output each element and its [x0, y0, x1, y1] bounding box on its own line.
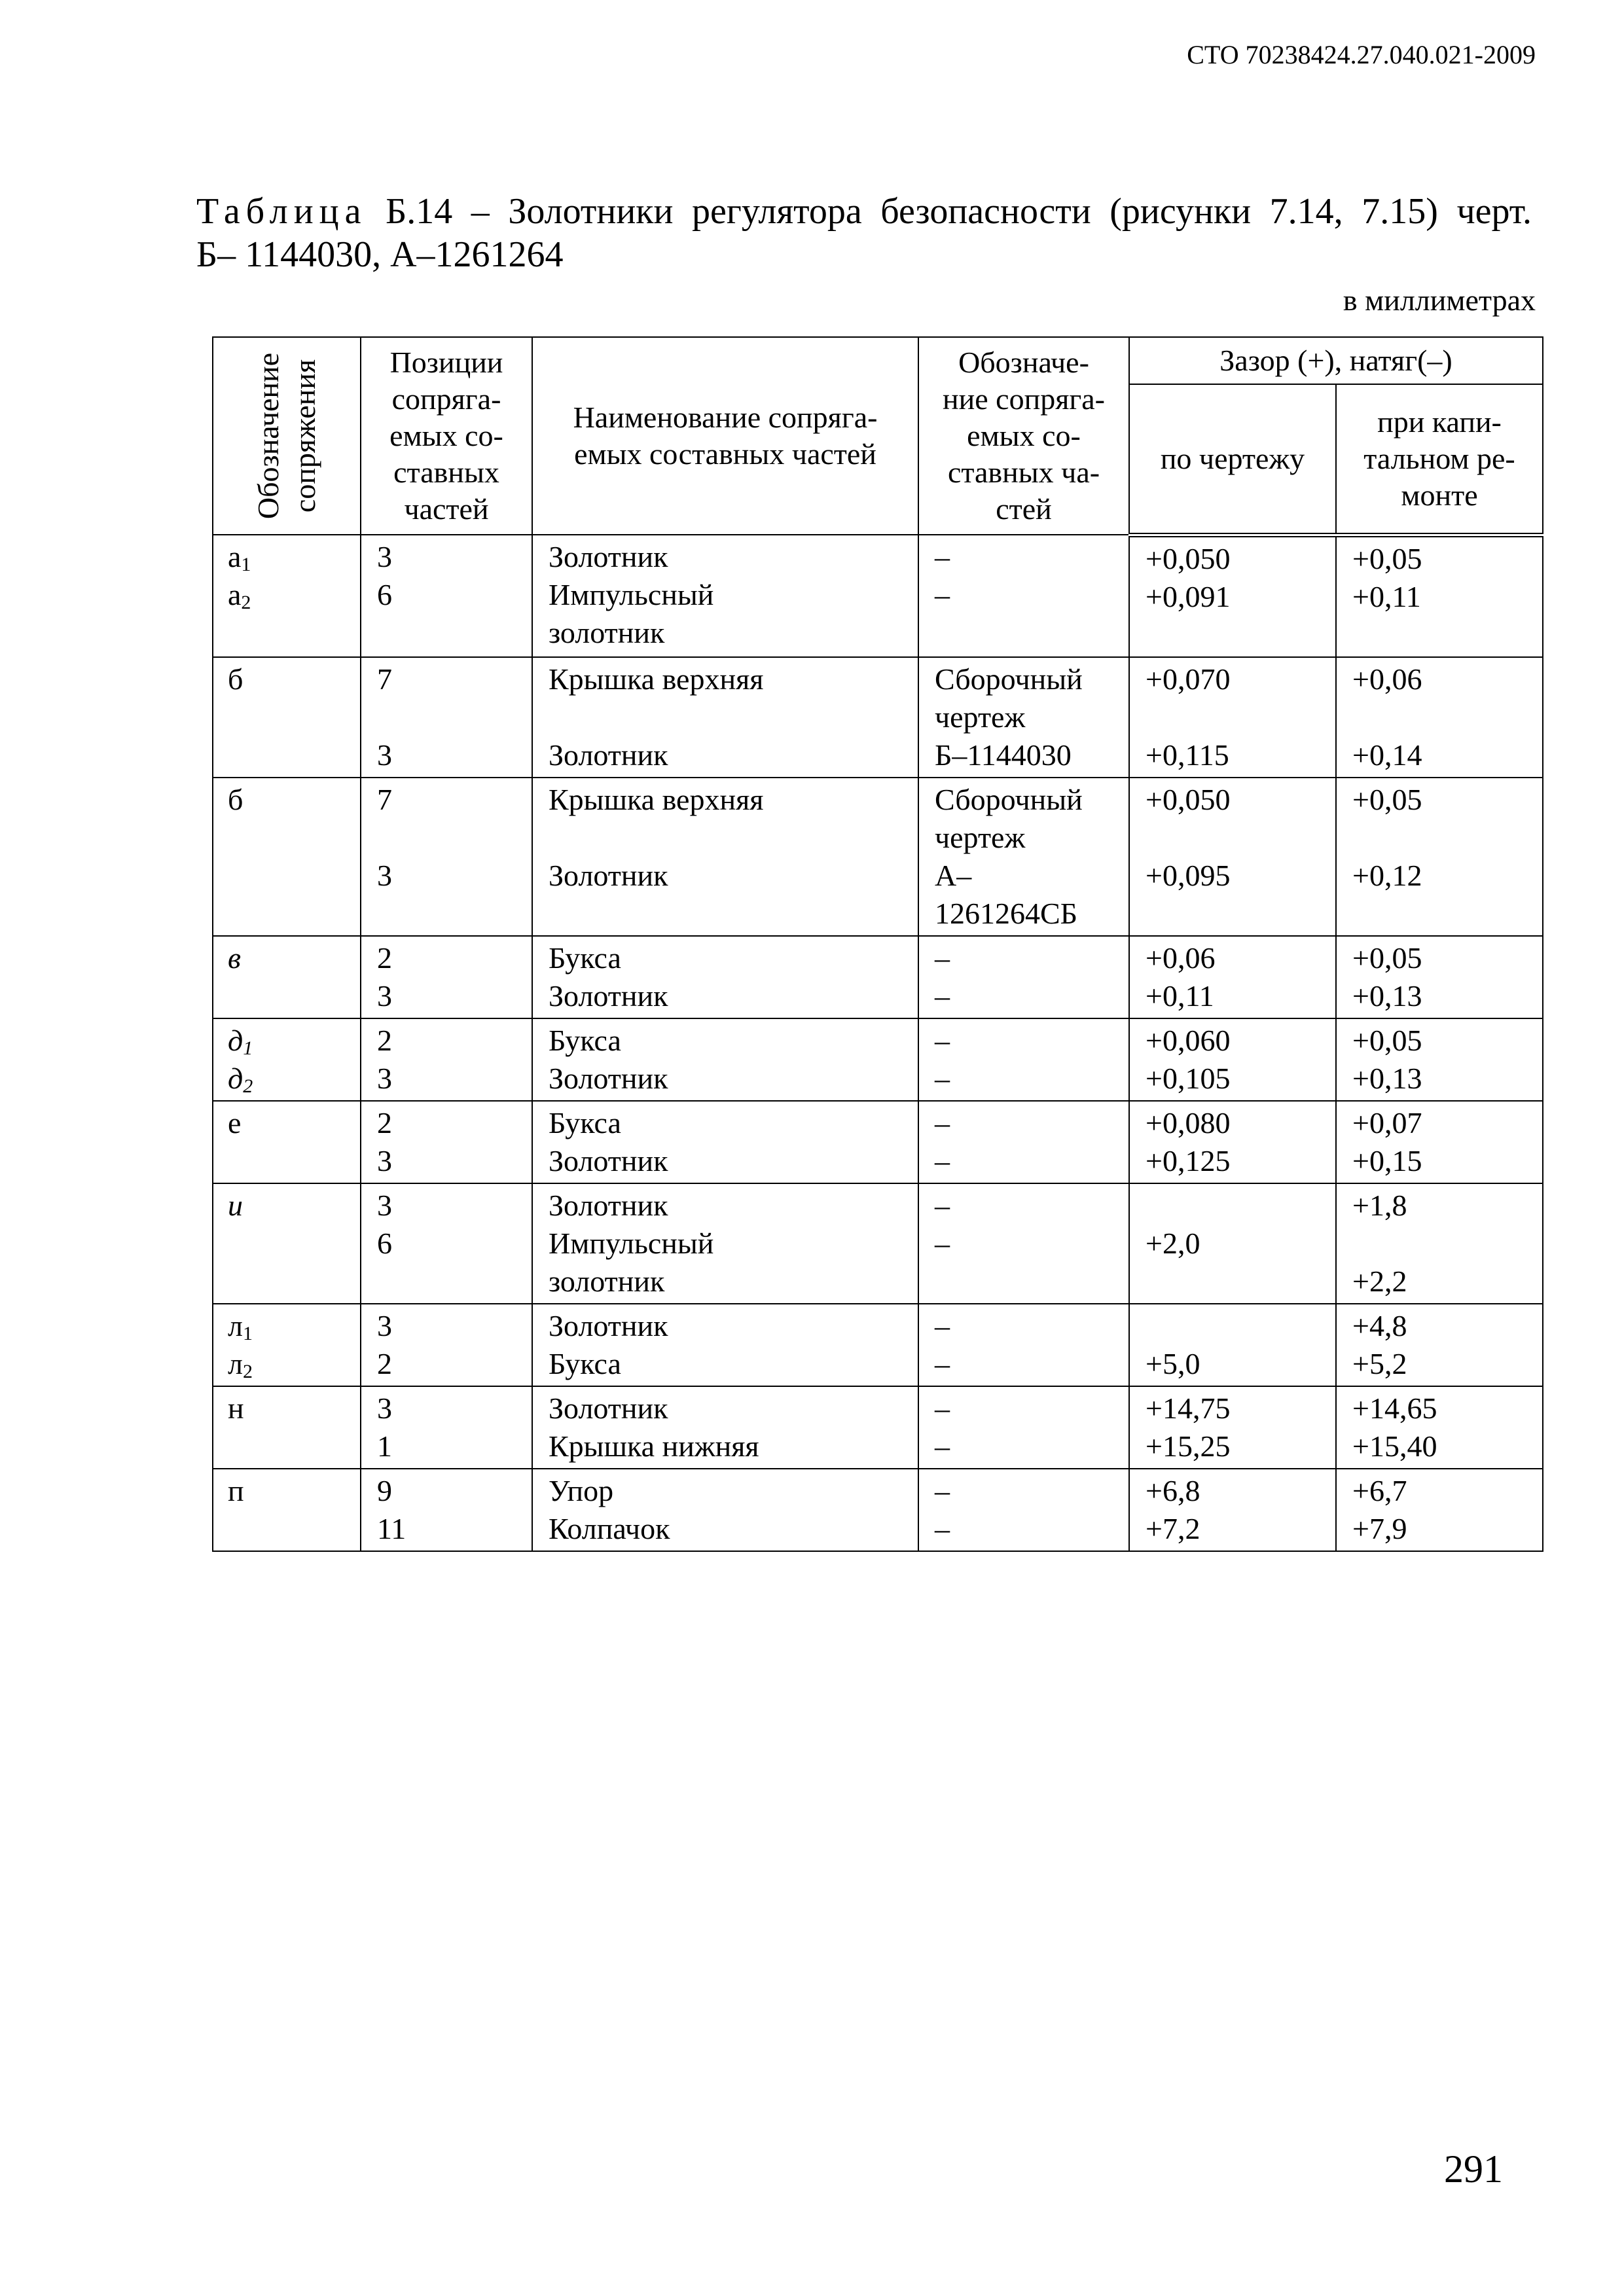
- part-name-cell: [532, 1183, 918, 1304]
- table-caption: [196, 190, 1532, 233]
- cell-line: [935, 614, 1128, 652]
- clearance-at-overhaul-cell: [1336, 535, 1543, 657]
- table-row: [213, 1018, 1543, 1101]
- cell-line: 3: [377, 1061, 392, 1095]
- header-part-designation-line: ставных ча-: [947, 456, 1100, 489]
- header-part-designation-line: Обозначе-: [958, 346, 1089, 379]
- cell-line: [1352, 819, 1542, 857]
- part-name-cell: [532, 778, 918, 936]
- cell-line: +5,0: [1146, 1346, 1200, 1380]
- cell-line: +0,13: [1352, 978, 1422, 1013]
- table-row: [213, 657, 1543, 778]
- cell-line: +14,75: [1146, 1391, 1231, 1425]
- caption-line-2: Б– 1144030, А–1261264: [196, 234, 564, 275]
- cell-line: –: [935, 1226, 950, 1260]
- cell-line: +0,11: [1146, 978, 1214, 1013]
- cell-line: +6,8: [1146, 1473, 1200, 1507]
- cell-line: [935, 1263, 1128, 1300]
- cell-line: –: [935, 1023, 950, 1057]
- designation-symbol: [228, 538, 360, 576]
- designation-base: е: [228, 1105, 242, 1139]
- cell-line: [377, 819, 532, 857]
- cell-line: чертеж: [935, 700, 1026, 734]
- cell-line: +5,2: [1352, 1346, 1407, 1380]
- cell-line: Золотник: [549, 1188, 668, 1222]
- header-positions-line: ставных: [393, 456, 499, 489]
- designation-base: д: [228, 1023, 244, 1057]
- designation-subscript: 2: [242, 1360, 253, 1382]
- part-designation-cell: [918, 535, 1129, 657]
- cell-line: Золотник: [549, 1308, 668, 1342]
- table-row: [213, 1304, 1543, 1386]
- cell-line: –: [935, 1391, 950, 1425]
- cell-line: +0,091: [1146, 579, 1231, 613]
- designation-cell: [213, 936, 361, 1018]
- cell-line: Упор: [549, 1473, 614, 1507]
- designation-symbol: [228, 1345, 360, 1383]
- cell-line: +0,15: [1352, 1143, 1422, 1177]
- cell-line: Золотник: [549, 1061, 668, 1095]
- designation-cell: [213, 535, 361, 657]
- cell-line: +0,050: [1146, 782, 1231, 816]
- cell-line: 7: [377, 662, 392, 696]
- cell-line: 3: [377, 1391, 392, 1425]
- part-name-cell: [532, 1018, 918, 1101]
- cell-line: Сборочный: [935, 662, 1083, 696]
- cell-line: +0,060: [1146, 1023, 1231, 1057]
- part-name-cell: [532, 1386, 918, 1469]
- cell-line: –: [935, 1105, 950, 1139]
- cell-line: [1146, 698, 1335, 736]
- designation-base: н: [228, 1391, 244, 1425]
- cell-line: [1146, 616, 1335, 654]
- cell-line: 3: [377, 540, 392, 573]
- header-designation: [213, 337, 361, 535]
- header-part-designation: [918, 337, 1129, 535]
- cell-line: –: [935, 1188, 950, 1222]
- designation-subscript: 2: [243, 1075, 253, 1097]
- position-cell: [361, 1183, 532, 1304]
- cell-line: +14,65: [1352, 1391, 1437, 1425]
- designation-base: а: [228, 578, 242, 611]
- designation-symbol: [228, 1022, 360, 1060]
- cell-line: [1352, 895, 1542, 933]
- part-name-cell: [532, 1304, 918, 1386]
- cell-line: Крышка верхняя: [549, 782, 764, 816]
- table-row: [213, 778, 1543, 936]
- header-positions-line: сопряга-: [391, 382, 501, 416]
- designation-symbol: [228, 1060, 360, 1098]
- designation-cell: [213, 1386, 361, 1469]
- designation-base: б: [228, 782, 244, 816]
- cell-line: 11: [377, 1511, 406, 1545]
- cell-line: [377, 1263, 532, 1300]
- designation-symbol: [228, 1104, 360, 1142]
- document-code: СТО 70238424.27.040.021-2009: [1187, 40, 1536, 69]
- designation-symbol: [228, 1187, 360, 1225]
- cell-line: +0,050: [1146, 541, 1231, 575]
- table-row: [213, 1101, 1543, 1183]
- cell-line: –: [935, 941, 950, 975]
- designation-symbol: [228, 576, 360, 614]
- header-part-designation-line: ние сопряга-: [943, 382, 1105, 416]
- position-cell: [361, 1101, 532, 1183]
- designation-base: л: [228, 1308, 243, 1342]
- cell-line: Золотник: [549, 738, 668, 772]
- cell-line: +0,115: [1146, 738, 1229, 772]
- cell-line: 3: [377, 858, 392, 892]
- designation-cell: [213, 1469, 361, 1551]
- part-designation-cell: [918, 936, 1129, 1018]
- cell-line: +0,07: [1352, 1105, 1422, 1139]
- clearance-at-overhaul-cell: [1336, 1183, 1543, 1304]
- cell-line: –: [935, 1143, 950, 1177]
- cell-line: +0,125: [1146, 1143, 1231, 1177]
- cell-line: Б–1144030: [935, 738, 1072, 772]
- clearance-by-drawing-cell: [1129, 657, 1336, 778]
- cell-line: чертеж: [935, 820, 1026, 854]
- cell-line: 9: [377, 1473, 392, 1507]
- cell-line: +2,0: [1146, 1226, 1200, 1260]
- cell-line: 3: [377, 1308, 392, 1342]
- cell-line: Золотник: [549, 978, 668, 1013]
- cell-line: 2: [377, 1105, 392, 1139]
- cell-line: +15,40: [1352, 1429, 1437, 1463]
- cell-line: +15,25: [1146, 1429, 1231, 1463]
- position-cell: [361, 657, 532, 778]
- cell-line: Импульсный: [549, 578, 714, 611]
- cell-line: Букса: [549, 1023, 621, 1057]
- clearance-at-overhaul-cell: [1336, 1018, 1543, 1101]
- position-cell: [361, 1304, 532, 1386]
- position-cell: [361, 778, 532, 936]
- header-part-designation-line: емых со-: [967, 419, 1081, 452]
- cell-line: –: [935, 1511, 950, 1545]
- designation-cell: [213, 778, 361, 936]
- header-positions: [361, 337, 532, 535]
- cell-line: +0,13: [1352, 1061, 1422, 1095]
- designation-base: в: [228, 941, 241, 975]
- cell-line: [1146, 895, 1335, 933]
- header-part-designation-line: стей: [996, 492, 1052, 526]
- designation-base: д: [228, 1061, 244, 1095]
- designation-symbol: [228, 1472, 360, 1510]
- part-designation-cell: [918, 1304, 1129, 1386]
- cell-line: +0,06: [1146, 941, 1216, 975]
- cell-line: +0,14: [1352, 738, 1422, 772]
- cell-line: золотник: [549, 616, 665, 649]
- cell-line: 2: [377, 941, 392, 975]
- cell-line: +0,05: [1352, 541, 1422, 575]
- position-cell: [361, 1018, 532, 1101]
- designation-symbol: [228, 781, 360, 819]
- clearance-by-drawing-cell: [1129, 778, 1336, 936]
- cell-line: [1352, 616, 1542, 654]
- part-designation-cell: [918, 1018, 1129, 1101]
- position-cell: [361, 936, 532, 1018]
- cell-line: 3: [377, 978, 392, 1013]
- designation-subscript: 1: [242, 1322, 253, 1344]
- cell-line: +0,06: [1352, 662, 1422, 696]
- part-designation-cell: [918, 1469, 1129, 1551]
- table-row: [213, 1469, 1543, 1551]
- designation-cell: [213, 1101, 361, 1183]
- header-at-overhaul: [1336, 384, 1543, 535]
- cell-line: –: [935, 1429, 950, 1463]
- clearance-by-drawing-cell: [1129, 1304, 1336, 1386]
- designation-symbol: [228, 660, 360, 698]
- cell-line: –: [935, 540, 950, 573]
- designation-base: и: [228, 1188, 243, 1222]
- header-positions-line: емых со-: [389, 419, 503, 452]
- clearance-at-overhaul-cell: [1336, 657, 1543, 778]
- cell-line: 7: [377, 782, 392, 816]
- designation-base: б: [228, 662, 244, 696]
- units-note: в миллиметрах: [1343, 283, 1536, 317]
- spec-table: [212, 336, 1543, 1552]
- part-name-cell: [532, 1469, 918, 1551]
- position-cell: [361, 1386, 532, 1469]
- designation-cell: [213, 657, 361, 778]
- part-designation-cell: [918, 778, 1129, 936]
- cell-line: +7,9: [1352, 1511, 1407, 1545]
- cell-line: 6: [377, 578, 392, 611]
- header-at-overhaul-line: при капи-: [1377, 404, 1502, 439]
- caption-label: Таблица: [196, 191, 367, 232]
- cell-line: [377, 614, 532, 652]
- cell-line: [377, 698, 532, 736]
- header-at-overhaul-line: монте: [1401, 478, 1478, 512]
- cell-line: [549, 819, 918, 857]
- cell-line: 2: [377, 1023, 392, 1057]
- part-name-cell: [532, 1101, 918, 1183]
- part-name-cell: [532, 936, 918, 1018]
- table-row: [213, 1183, 1543, 1304]
- part-designation-cell: [918, 1183, 1129, 1304]
- cell-line: +0,05: [1352, 1023, 1422, 1057]
- part-designation-cell: [918, 657, 1129, 778]
- cell-line: Крышка верхняя: [549, 662, 764, 696]
- cell-line: +0,095: [1146, 858, 1231, 892]
- table-body: [213, 535, 1543, 1551]
- header-designation-line: Обозначение: [251, 352, 285, 520]
- part-name-cell: [532, 535, 918, 657]
- page-number: 291: [1444, 2147, 1503, 2191]
- header-designation-line: сопряжения: [288, 359, 321, 513]
- cell-line: 1261264СБ: [935, 896, 1078, 930]
- clearance-by-drawing-cell: [1129, 1386, 1336, 1469]
- clearance-at-overhaul-cell: [1336, 936, 1543, 1018]
- cell-line: Золотник: [549, 1391, 668, 1425]
- cell-line: [549, 895, 918, 933]
- cell-line: +0,11: [1352, 579, 1421, 613]
- cell-line: Колпачок: [549, 1511, 670, 1545]
- cell-line: +7,2: [1146, 1511, 1200, 1545]
- cell-line: Импульсный: [549, 1226, 714, 1260]
- cell-line: [1352, 1225, 1542, 1263]
- cell-line: Букса: [549, 1346, 621, 1380]
- clearance-at-overhaul-cell: [1336, 778, 1543, 936]
- cell-line: –: [935, 1473, 950, 1507]
- header-positions-line: Позиции: [389, 346, 503, 379]
- cell-line: 3: [377, 1143, 392, 1177]
- designation-base: а: [228, 540, 242, 573]
- cell-line: +6,7: [1352, 1473, 1407, 1507]
- cell-line: Букса: [549, 1105, 621, 1139]
- cell-line: А–: [935, 858, 972, 892]
- caption-text: Б.14 – Золотники регулятора безопасности (рисунки 7.14, 7.15) черт.: [367, 191, 1532, 232]
- cell-line: [1146, 1187, 1335, 1225]
- header-at-overhaul-line: тальном ре-: [1363, 441, 1515, 475]
- cell-line: +4,8: [1352, 1308, 1407, 1342]
- cell-line: +0,12: [1352, 858, 1422, 892]
- header-name: [532, 337, 918, 535]
- cell-line: –: [935, 1346, 950, 1380]
- cell-line: Золотник: [549, 858, 668, 892]
- designation-base: л: [228, 1346, 243, 1380]
- cell-line: –: [935, 578, 950, 611]
- cell-line: [1146, 819, 1335, 857]
- position-cell: [361, 1469, 532, 1551]
- cell-line: [1146, 1263, 1335, 1300]
- designation-cell: [213, 1018, 361, 1101]
- table-row: [213, 936, 1543, 1018]
- cell-line: Букса: [549, 941, 621, 975]
- header-name-line: емых составных частей: [574, 437, 876, 471]
- clearance-by-drawing-cell: [1129, 1101, 1336, 1183]
- designation-subscript: 1: [243, 1037, 253, 1059]
- cell-line: 3: [377, 738, 392, 772]
- clearance-by-drawing-cell: [1129, 1469, 1336, 1551]
- clearance-by-drawing-cell: [1129, 936, 1336, 1018]
- cell-line: –: [935, 1308, 950, 1342]
- clearance-by-drawing-cell: [1129, 1018, 1336, 1101]
- cell-line: 2: [377, 1346, 392, 1380]
- clearance-by-drawing-cell: [1129, 1183, 1336, 1304]
- clearance-by-drawing-cell: [1129, 535, 1336, 657]
- clearance-at-overhaul-cell: [1336, 1101, 1543, 1183]
- cell-line: [1352, 698, 1542, 736]
- designation-cell: [213, 1304, 361, 1386]
- cell-line: золотник: [549, 1264, 665, 1298]
- header-name-line: Наименование сопряга-: [573, 401, 878, 434]
- cell-line: 3: [377, 1188, 392, 1222]
- designation-subscript: 1: [241, 554, 251, 575]
- designation-symbol: [228, 939, 360, 977]
- cell-line: +0,080: [1146, 1105, 1231, 1139]
- cell-line: +0,05: [1352, 782, 1422, 816]
- header-clearance: Зазор (+), натяг(–): [1129, 337, 1543, 384]
- cell-line: [549, 698, 918, 736]
- cell-line: 6: [377, 1226, 392, 1260]
- designation-symbol: [228, 1307, 360, 1345]
- table-row: [213, 535, 1543, 657]
- clearance-at-overhaul-cell: [1336, 1469, 1543, 1551]
- cell-line: +0,05: [1352, 941, 1422, 975]
- cell-line: +0,105: [1146, 1061, 1231, 1095]
- header-positions-line: частей: [404, 492, 489, 526]
- cell-line: 1: [377, 1429, 392, 1463]
- part-name-cell: [532, 657, 918, 778]
- cell-line: Крышка нижняя: [549, 1429, 759, 1463]
- table-row: [213, 1386, 1543, 1469]
- cell-line: +2,2: [1352, 1264, 1407, 1298]
- cell-line: [377, 895, 532, 933]
- cell-line: [1146, 1307, 1335, 1345]
- part-designation-cell: [918, 1386, 1129, 1469]
- part-designation-cell: [918, 1101, 1129, 1183]
- cell-line: Золотник: [549, 1143, 668, 1177]
- cell-line: Золотник: [549, 540, 668, 573]
- designation-subscript: 2: [241, 592, 251, 613]
- designation-base: п: [228, 1473, 244, 1507]
- header-by-drawing: по чертежу: [1129, 384, 1336, 535]
- cell-line: +1,8: [1352, 1188, 1407, 1222]
- cell-line: +0,070: [1146, 662, 1231, 696]
- clearance-at-overhaul-cell: [1336, 1386, 1543, 1469]
- designation-cell: [213, 1183, 361, 1304]
- cell-line: Сборочный: [935, 782, 1083, 816]
- cell-line: –: [935, 1061, 950, 1095]
- position-cell: [361, 535, 532, 657]
- clearance-at-overhaul-cell: [1336, 1304, 1543, 1386]
- cell-line: –: [935, 978, 950, 1013]
- designation-symbol: [228, 1390, 360, 1427]
